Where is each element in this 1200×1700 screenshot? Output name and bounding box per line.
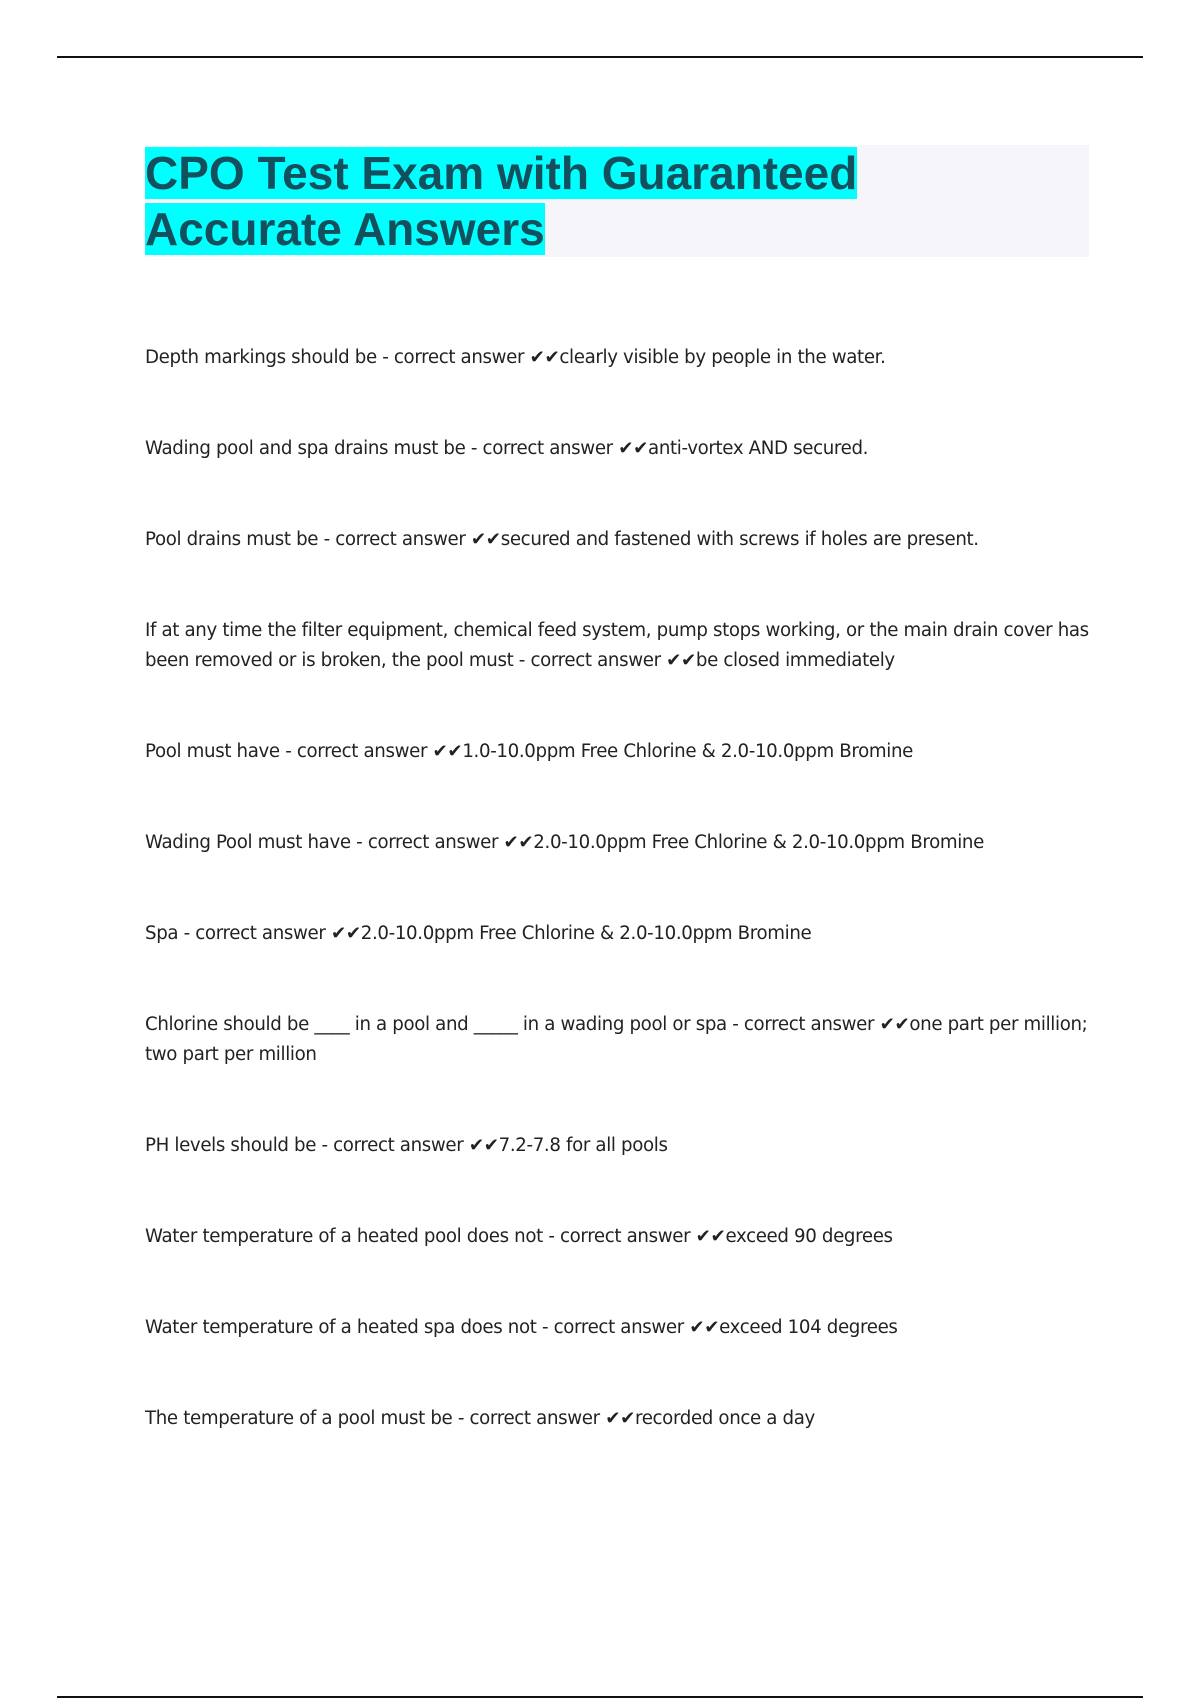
- top-rule: [57, 56, 1143, 58]
- title-line-1: CPO Test Exam with Guaranteed: [145, 147, 858, 199]
- question-text: PH levels should be: [145, 1135, 317, 1156]
- qa-item: [145, 1010, 1090, 1070]
- answer-label: correct answer: [553, 1317, 684, 1338]
- answer-label: correct answer: [530, 650, 661, 671]
- answer-label: correct answer: [482, 438, 613, 459]
- separator: -: [465, 438, 483, 459]
- question-text: Pool must have: [145, 741, 280, 762]
- qa-item: [145, 919, 1090, 949]
- separator: -: [536, 1317, 554, 1338]
- qa-list: [145, 343, 1090, 1495]
- check-mark-icon: ✔✔: [666, 650, 696, 671]
- answer-label: correct answer: [367, 832, 499, 853]
- question-text: Water temperature of a heated spa does not: [145, 1317, 537, 1338]
- answer-text: 1.0-10.0ppm Free Chlorine & 2.0-10.0ppm Bromine: [462, 741, 913, 762]
- answer-text: exceed 90 degrees: [725, 1226, 893, 1247]
- check-mark-icon: ✔✔: [618, 438, 649, 459]
- question-text: Depth markings should be: [145, 347, 377, 368]
- separator: -: [279, 741, 297, 762]
- qa-item: [145, 1404, 1090, 1434]
- check-mark-icon: ✔✔: [605, 1408, 635, 1429]
- question-text: Chlorine should be ____ in a pool and _____ in a wading pool or spa: [145, 1014, 727, 1035]
- check-mark-icon: ✔✔: [432, 741, 463, 762]
- answer-label: correct answer: [393, 347, 525, 368]
- check-mark-icon: ✔✔: [330, 923, 361, 944]
- title-block: [145, 145, 1089, 257]
- separator: -: [542, 1226, 560, 1247]
- answer-text: 7.2-7.8 for all pools: [498, 1135, 668, 1156]
- qa-item: [145, 1313, 1090, 1343]
- answer-text: 2.0-10.0ppm Free Chlorine & 2.0-10.0ppm Bromine: [360, 923, 812, 944]
- qa-item: [145, 828, 1090, 858]
- answer-label: correct answer: [743, 1014, 875, 1035]
- answer-text: clearly visible by people in the water.: [559, 347, 886, 368]
- answer-label: correct answer: [335, 529, 466, 550]
- check-mark-icon: ✔✔: [470, 529, 501, 550]
- title-line-2: Accurate Answers: [145, 203, 545, 255]
- answer-label: correct answer: [195, 923, 326, 944]
- question-text: Water temperature of a heated pool does not: [145, 1226, 543, 1247]
- question-text: Spa: [145, 923, 179, 944]
- qa-item: [145, 1222, 1090, 1252]
- bottom-rule: [57, 1696, 1143, 1698]
- qa-item: [145, 525, 1090, 555]
- separator: -: [350, 832, 368, 853]
- separator: -: [318, 529, 336, 550]
- separator: -: [376, 347, 394, 368]
- qa-item: [145, 737, 1090, 767]
- document-title: [145, 145, 1089, 257]
- answer-text: secured and fastened with screws if holes are present.: [500, 529, 979, 550]
- check-mark-icon: ✔✔: [503, 832, 534, 853]
- separator: -: [178, 923, 196, 944]
- answer-text: recorded once a day: [634, 1408, 815, 1429]
- qa-item: [145, 343, 1090, 373]
- answer-label: correct answer: [559, 1226, 691, 1247]
- check-mark-icon: ✔✔: [689, 1317, 720, 1338]
- answer-text: exceed 104 degrees: [719, 1317, 898, 1338]
- separator: -: [513, 650, 531, 671]
- answer-text: one part per million; two part per million: [145, 1014, 1088, 1065]
- question-text: Wading pool and spa drains must be: [145, 438, 466, 459]
- qa-item: [145, 616, 1090, 676]
- check-mark-icon: ✔✔: [695, 1226, 726, 1247]
- question-text: The temperature of a pool must be: [145, 1408, 453, 1429]
- answer-label: correct answer: [296, 741, 428, 762]
- question-text: Pool drains must be: [145, 529, 319, 550]
- answer-text: anti-vortex AND secured.: [648, 438, 869, 459]
- qa-item: [145, 1131, 1090, 1161]
- separator: -: [316, 1135, 334, 1156]
- check-mark-icon: ✔✔: [468, 1135, 499, 1156]
- check-mark-icon: ✔✔: [879, 1014, 910, 1035]
- question-text: Wading Pool must have: [145, 832, 351, 853]
- question-text: If at any time the filter equipment, chemical feed system, pump stops working, or the main drain cover has been removed or is broken, the pool must: [145, 620, 1089, 671]
- qa-item: [145, 434, 1090, 464]
- answer-text: be closed immediately: [695, 650, 895, 671]
- answer-label: correct answer: [333, 1135, 464, 1156]
- answer-text: 2.0-10.0ppm Free Chlorine & 2.0-10.0ppm Bromine: [533, 832, 984, 853]
- check-mark-icon: ✔✔: [529, 347, 560, 368]
- separator: -: [452, 1408, 470, 1429]
- separator: -: [726, 1014, 744, 1035]
- answer-label: correct answer: [469, 1408, 600, 1429]
